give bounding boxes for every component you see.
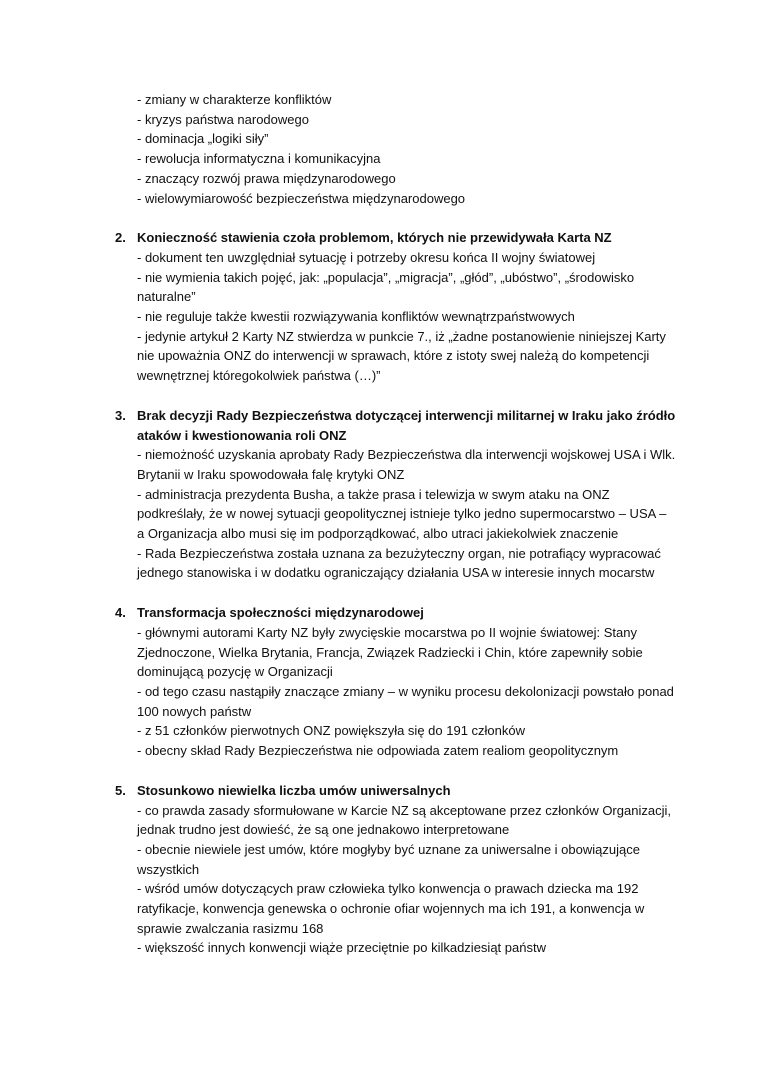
section-line: a Organizacja albo musi się im podporządkować, albo utraci jakiekolwiek znaczenie: [137, 526, 619, 542]
section-line: - nie wymienia takich pojęć, jak: „populacja”, „migracja”, „głód”, „ubóstwo”, „środowisko: [137, 269, 635, 285]
section-line: - jedynie artykuł 2 Karty NZ stwierdza w punkcie 7., iż „żadne postanowienie niniejszej Karty: [137, 328, 666, 344]
intro-list-item: - dominacja „logiki siły”: [137, 131, 269, 147]
section-body: [115, 228, 675, 386]
section-line: - administracja prezydenta Busha, a także prasa i telewizja w swym ataku na ONZ: [137, 486, 610, 502]
section-line: 100 nowych państw: [137, 703, 252, 719]
section-body: [115, 406, 675, 583]
section-line: sprawie zwalczania rasizmu 168: [137, 920, 324, 936]
section-line: - nie reguluje także kwestii rozwiązywania konfliktów wewnątrzpaństwowych: [137, 309, 575, 325]
document-content: [115, 90, 675, 958]
section-title: Transformacja społeczności międzynarodowej: [137, 605, 424, 621]
section-line: - co prawda zasady sformułowane w Karcie NZ są akceptowane przez członków Organizacji,: [137, 802, 671, 818]
section-line: jednak trudno jest dowieść, że są one jednakowo interpretowane: [137, 822, 510, 838]
section-line: - Rada Bezpieczeństwa została uznana za bezużyteczny organ, nie potrafiący wypracować: [137, 545, 661, 561]
section-body: [115, 603, 675, 761]
section-3: [115, 406, 675, 583]
section-line: jednego stanowiska i w dodatku ograniczający działania USA w interesie innych mocarstw: [137, 565, 655, 581]
intro-list-item: - kryzys państwa narodowego: [137, 111, 309, 127]
section-line: - większość innych konwencji wiąże przeciętnie po kilkadziesiąt państw: [137, 940, 546, 956]
intro-list: [115, 90, 675, 208]
section-line: - głównymi autorami Karty NZ były zwycięskie mocarstwa po II wojnie światowej: Stany: [137, 624, 637, 640]
section-line: naturalne”: [137, 289, 196, 305]
section-line: dominującą pozycję w Organizacji: [137, 664, 333, 680]
intro-list-item: - rewolucja informatyczna i komunikacyjna: [137, 151, 381, 167]
section-line: Brytanii w Iraku spowodowała falę krytyki ONZ: [137, 466, 405, 482]
section-line: - wśród umów dotyczących praw człowieka tylko konwencja o prawach dziecka ma 192: [137, 881, 639, 897]
section-title: Stosunkowo niewielka liczba umów uniwersalnych: [137, 782, 451, 798]
intro-list-item: - wielowymiarowość bezpieczeństwa międzynarodowego: [137, 190, 466, 206]
section-line: - od tego czasu nastąpiły znaczące zmiany – w wyniku procesu dekolonizacji powstało ponad: [137, 683, 674, 699]
section-number: 5.: [115, 782, 126, 798]
section-body: [115, 781, 675, 958]
section-line: - z 51 członków pierwotnych ONZ powiększyła się do 191 członków: [137, 723, 526, 739]
sections-container: [115, 228, 675, 958]
section-line: ratyfikacje, konwencja genewska o ochronie ofiar wojennych ma ich 191, a konwencja w: [137, 901, 645, 917]
intro-list-item: - znaczący rozwój prawa międzynarodowego: [137, 170, 396, 186]
section-4: [115, 603, 675, 761]
section-number: 3.: [115, 407, 126, 423]
section-line: - obecnie niewiele jest umów, które mogłyby być uznane za uniwersalne i obowiązujące: [137, 841, 640, 857]
section-title: Brak decyzji Rady Bezpieczeństwa dotyczącej interwencji militarnej w Iraku jako źródło: [137, 407, 676, 423]
section-line: - niemożność uzyskania aprobaty Rady Bezpieczeństwa dla interwencji wojskowej USA i Wlk.: [137, 447, 676, 463]
section-number: 2.: [115, 230, 126, 246]
intro-list-item: - zmiany w charakterze konfliktów: [137, 92, 332, 107]
section-line: - obecny skład Rady Bezpieczeństwa nie odpowiada zatem realiom geopolitycznym: [137, 743, 619, 759]
section-line: Zjednoczone, Wielka Brytania, Francja, Związek Radziecki i Chin, które zapewniły sobie: [137, 644, 643, 660]
section-title: ataków i kwestionowania roli ONZ: [137, 427, 347, 443]
section-line: - dokument ten uwzględniał sytuację i potrzeby okresu końca II wojny światowej: [137, 249, 596, 265]
section-line: wszystkich: [137, 861, 200, 877]
section-line: podkreślały, że w nowej sytuacji geopolitycznej istnieje tylko jedno supermocarstwo – USA –: [137, 506, 667, 522]
section-title: Konieczność stawienia czoła problemom, których nie przewidywała Karta NZ: [137, 230, 612, 246]
section-line: nie upoważnia ONZ do interwencji w sprawach, które z istoty swej należą do kompetencji: [137, 348, 650, 364]
section-number: 4.: [115, 605, 126, 621]
section-2: [115, 228, 675, 386]
section-line: wewnętrznej któregokolwiek państwa (…)”: [137, 368, 381, 384]
section-5: [115, 781, 675, 958]
